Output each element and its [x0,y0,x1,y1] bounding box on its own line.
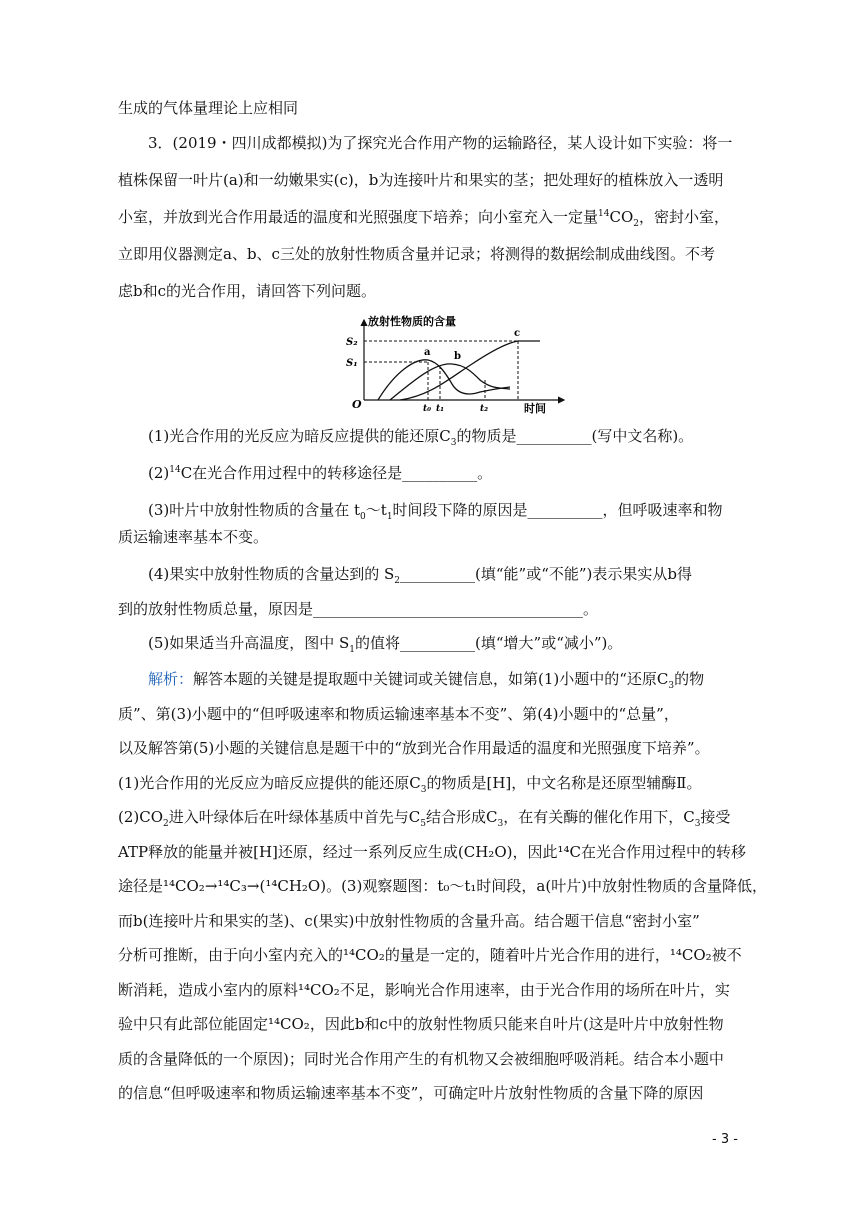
analysis-line-12: 质的含量降低的一个原因)；同时光合作用产生的有机物又会被细胞呼吸消耗。结合本小题中 [118,1050,724,1068]
analysis-line-13: 的信息“但呼吸速率和物质运输速率基本不变”，可确定叶片放射性物质的含量下降的原因 [118,1084,704,1102]
analysis-line-8: 而b(连接叶片和果实的茎)、c(果实)中放射性物质的含量升高。结合题干信息“密封小室” [118,912,700,930]
analysis-label: 解析： [148,670,194,688]
origin-label: O [352,398,362,411]
intro-end-line: 生成的气体量理论上应相同 [118,99,299,117]
q3-stem-line-2: 植株保留一叶片(a)和一幼嫩果实(c)，b为连接叶片和果实的茎；把处理好的植株放入一透明 [118,171,724,189]
analysis-line-4: (1)光合作用的光反应为暗反应提供的能还原$C_3$的物质是[H]，中文名称是还原型辅酶Ⅱ。 [118,774,702,795]
question-4-line-1: (4)果实中放射性物质的含量达到的 $S_2\_\_\_\_\_\_\_\_\_\_$(填“能”或“不能”)表示果实从b得 [148,565,693,586]
q3-stem-line-4: 立即用仪器测定a、b、c三处的放射性物质含量并记录；将测得的数据绘制成曲线图。不考 [118,245,715,263]
x-axis-label: 时间 [524,402,546,415]
x-tick-t2: t₂ [480,404,489,414]
question-5: (5)如果适当升高温度，图中 $S_1$的值将__________(填“增大”或“减小”)。 [148,634,623,655]
y-tick-s1: S₁ [346,358,358,369]
curve-b-label: b [454,351,461,362]
curve-c-label: c [514,328,521,339]
analysis-line-6: ATP释放的能量并被[H]还原，经过一系列反应生成(CH₂O)，因此¹⁴C在光合作用过程中的转移 [118,843,746,861]
x-tick-t1: t₁ [436,404,445,414]
q3-stem-line-1: 3．(2019・四川成都模拟)为了探究光合作用产物的运输路径，某人设计如下实验：将一 [148,134,733,152]
question-4-line-2: 到的放射性物质总量，原因是____________________________________。 [118,600,599,618]
x-tick-t0: t₀ [423,404,432,414]
q3-stem-line-3: 小室，并放到光合作用最适的温度和光照强度下培养；向小室充入一定量$^{14}CO_2$，密封小室， [118,208,729,229]
curve-a-label: a [424,347,431,358]
analysis-line-7: 途径是¹⁴CO₂→¹⁴C₃→(¹⁴CH₂O)。(3)观察题图：t₀～t₁时间段，a(叶片)中放射性物质的含量降低， [118,877,768,895]
question-3-line-1: (3)叶片中放射性物质的含量在 $t_0\sim t_1$时间段下降的原因是__________，但呼吸速率和物 [148,501,723,522]
analysis-line-10: 断消耗，造成小室内的原料¹⁴CO₂不足，影响光合作用速率，由于光合作用的场所在叶片，实 [118,981,730,999]
curve-b [390,364,510,400]
analysis-line-11: 验中只有此部位能固定¹⁴CO₂，因此b和c中的放射性物质只能来自叶片(这是叶片中放射性物 [118,1015,724,1033]
analysis-line-1: 解析：解答本题的关键是提取题中关键词或关键信息，如第(1)小题中的“还原$C_3$的物 [148,670,705,691]
question-3-line-2: 质运输速率基本不变。 [118,528,269,546]
q3-stem-line-5: 虑b和c的光合作用，请回答下列问题。 [118,282,377,300]
page-number: - 3 - [712,1132,738,1147]
analysis-line-5: $(2)CO_2$进入叶绿体后在叶绿体基质中首先与$C_5$结合形成$C_3$，在有关酶的催化作用下，$C_3$接受 [118,808,731,829]
analysis-line-9: 分析可推断，由于向小室内充入的¹⁴CO₂的量是一定的，随着叶片光合作用的进行，¹⁴CO₂被不 [118,946,742,964]
question-1: (1)光合作用的光反应为暗反应提供的能还原$C_3$的物质是__________(写中文名称)。 [148,427,694,448]
y-tick-s2: S₂ [346,337,358,348]
y-axis-label: 放射性物质的含量 [368,315,456,328]
analysis-line-2: 质”、第(3)小题中的“但呼吸速率和物质运输速率基本不变”、第(4)小题中的“总量”， [118,705,679,723]
analysis-line-3: 以及解答第(5)小题的关键信息是题干中的“放到光合作用最适的温度和光照强度下培养”。 [118,739,710,757]
question-2: $(2)^{14}C$在光合作用过程中的转移途径是__________。 [148,464,493,482]
radioactivity-chart [340,312,580,420]
